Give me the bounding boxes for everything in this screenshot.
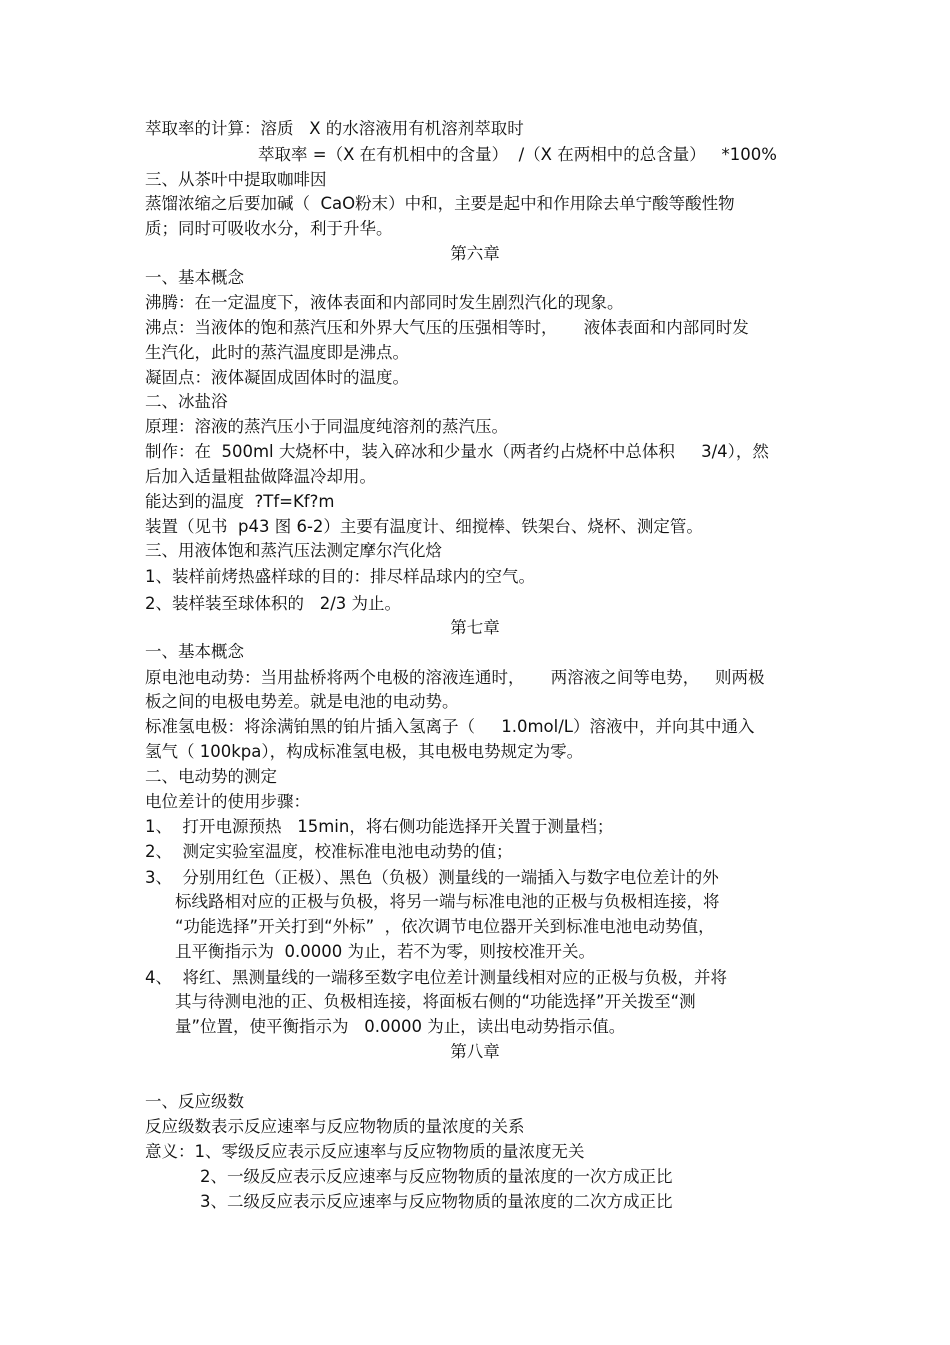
text-line: 制作：在 500ml 大烧杯中，装入碎冰和少量水（两者约占烧杯中总体积 3/4），然 (145, 442, 769, 461)
text-line: 凝固点：液体凝固成固体时的温度。 (145, 368, 409, 387)
text-line: 板之间的电极电势差。就是电池的电动势。 (145, 692, 459, 711)
text-line: 蒸馏浓缩之后要加碱（ CaO粉末）中和，主要是起中和作用除去单宁酸等酸性物 (145, 194, 735, 213)
text-line: 能达到的温度 ?Tf=Kf?m (145, 492, 335, 511)
text-line: 质；同时可吸收水分，利于升华。 (145, 219, 393, 238)
section-heading: 一、反应级数 (145, 1092, 244, 1111)
list-item: 3、 分别用红色（正极）、黑色（负极）测量线的一端插入与数字电位差计的外 (145, 868, 719, 887)
list-item-continuation: 标线路相对应的正极与负极，将另一端与标准电池的正极与负极相连接，将 (175, 892, 720, 911)
section-heading: 三、从茶叶中提取咖啡因 (145, 170, 327, 189)
text-line: 标准氢电极：将涂满铂黑的铂片插入氢离子（ 1.0mol/L）溶液中，并向其中通入 (145, 717, 755, 736)
text-line: 意义：1、零级反应表示反应速率与反应物物质的量浓度无关 (145, 1142, 585, 1161)
list-item-continuation: 3、二级反应表示反应速率与反应物物质的量浓度的二次方成正比 (200, 1192, 673, 1211)
list-item-continuation: 量”位置，使平衡指示为 0.0000 为止，读出电动势指示值。 (175, 1017, 626, 1036)
section-heading: 三、用液体饱和蒸汽压法测定摩尔汽化焓 (145, 541, 442, 560)
section-heading: 二、冰盐浴 (145, 392, 228, 411)
text-line: 反应级数表示反应速率与反应物物质的量浓度的关系 (145, 1117, 525, 1136)
text-line: 装置（见书 p43 图 6-2）主要有温度计、细搅棒、铁架台、烧杯、测定管。 (145, 517, 703, 536)
text-line: 沸点：当液体的饱和蒸汽压和外界大气压的压强相等时， 液体表面和内部同时发 (145, 318, 749, 337)
list-item-continuation: “功能选择”开关打到“外标” ，依次调节电位器开关到标准电池电动势值， (175, 917, 715, 936)
text-line: 电位差计的使用步骤： (145, 792, 310, 811)
list-item: 2、 测定实验室温度，校准标准电池电动势的值； (145, 842, 513, 861)
list-item-continuation: 其与待测电池的正、负极相连接，将面板右侧的“功能选择”开关拨至“测 (175, 992, 696, 1011)
section-heading: 一、基本概念 (145, 642, 244, 661)
text-line: 沸腾：在一定温度下，液体表面和内部同时发生剧烈汽化的现象。 (145, 293, 624, 312)
text-line: 1、装样前烤热盛样球的目的：排尽样品球内的空气。 (145, 567, 535, 586)
chapter-title: 第八章 (450, 1042, 500, 1061)
list-item-continuation: 2、一级反应表示反应速率与反应物物质的量浓度的一次方成正比 (200, 1167, 673, 1186)
list-item: 4、 将红、黑测量线的一端移至数字电位差计测量线相对应的正极与负极，并将 (145, 968, 727, 987)
text-line: 萃取率的计算：溶质 X 的水溶液用有机溶剂萃取时 (145, 119, 524, 138)
section-heading: 一、基本概念 (145, 268, 244, 287)
chapter-title: 第六章 (450, 244, 500, 263)
text-line: 原理：溶液的蒸汽压小于同温度纯溶剂的蒸汽压。 (145, 417, 508, 436)
text-line: 2、装样装至球体积的 2/3 为止。 (145, 594, 402, 613)
text-line: 原电池电动势：当用盐桥将两个电极的溶液连通时， 两溶液之间等电势， 则两极 (145, 668, 765, 687)
text-line: 后加入适量粗盐做降温冷却用。 (145, 467, 376, 486)
formula-line: 萃取率 =（X 在有机相中的含量） /（X 在两相中的总含量） *100% (258, 145, 777, 164)
list-item: 1、 打开电源预热 15min，将右侧功能选择开关置于测量档； (145, 817, 614, 836)
text-line: 生汽化，此时的蒸汽温度即是沸点。 (145, 343, 409, 362)
list-item-continuation: 且平衡指示为 0.0000 为止，若不为零，则按校准开关。 (175, 942, 595, 961)
text-line: 氢气（ 100kpa），构成标准氢电极，其电极电势规定为零。 (145, 742, 584, 761)
chapter-title: 第七章 (450, 618, 500, 637)
section-heading: 二、电动势的测定 (145, 767, 277, 786)
